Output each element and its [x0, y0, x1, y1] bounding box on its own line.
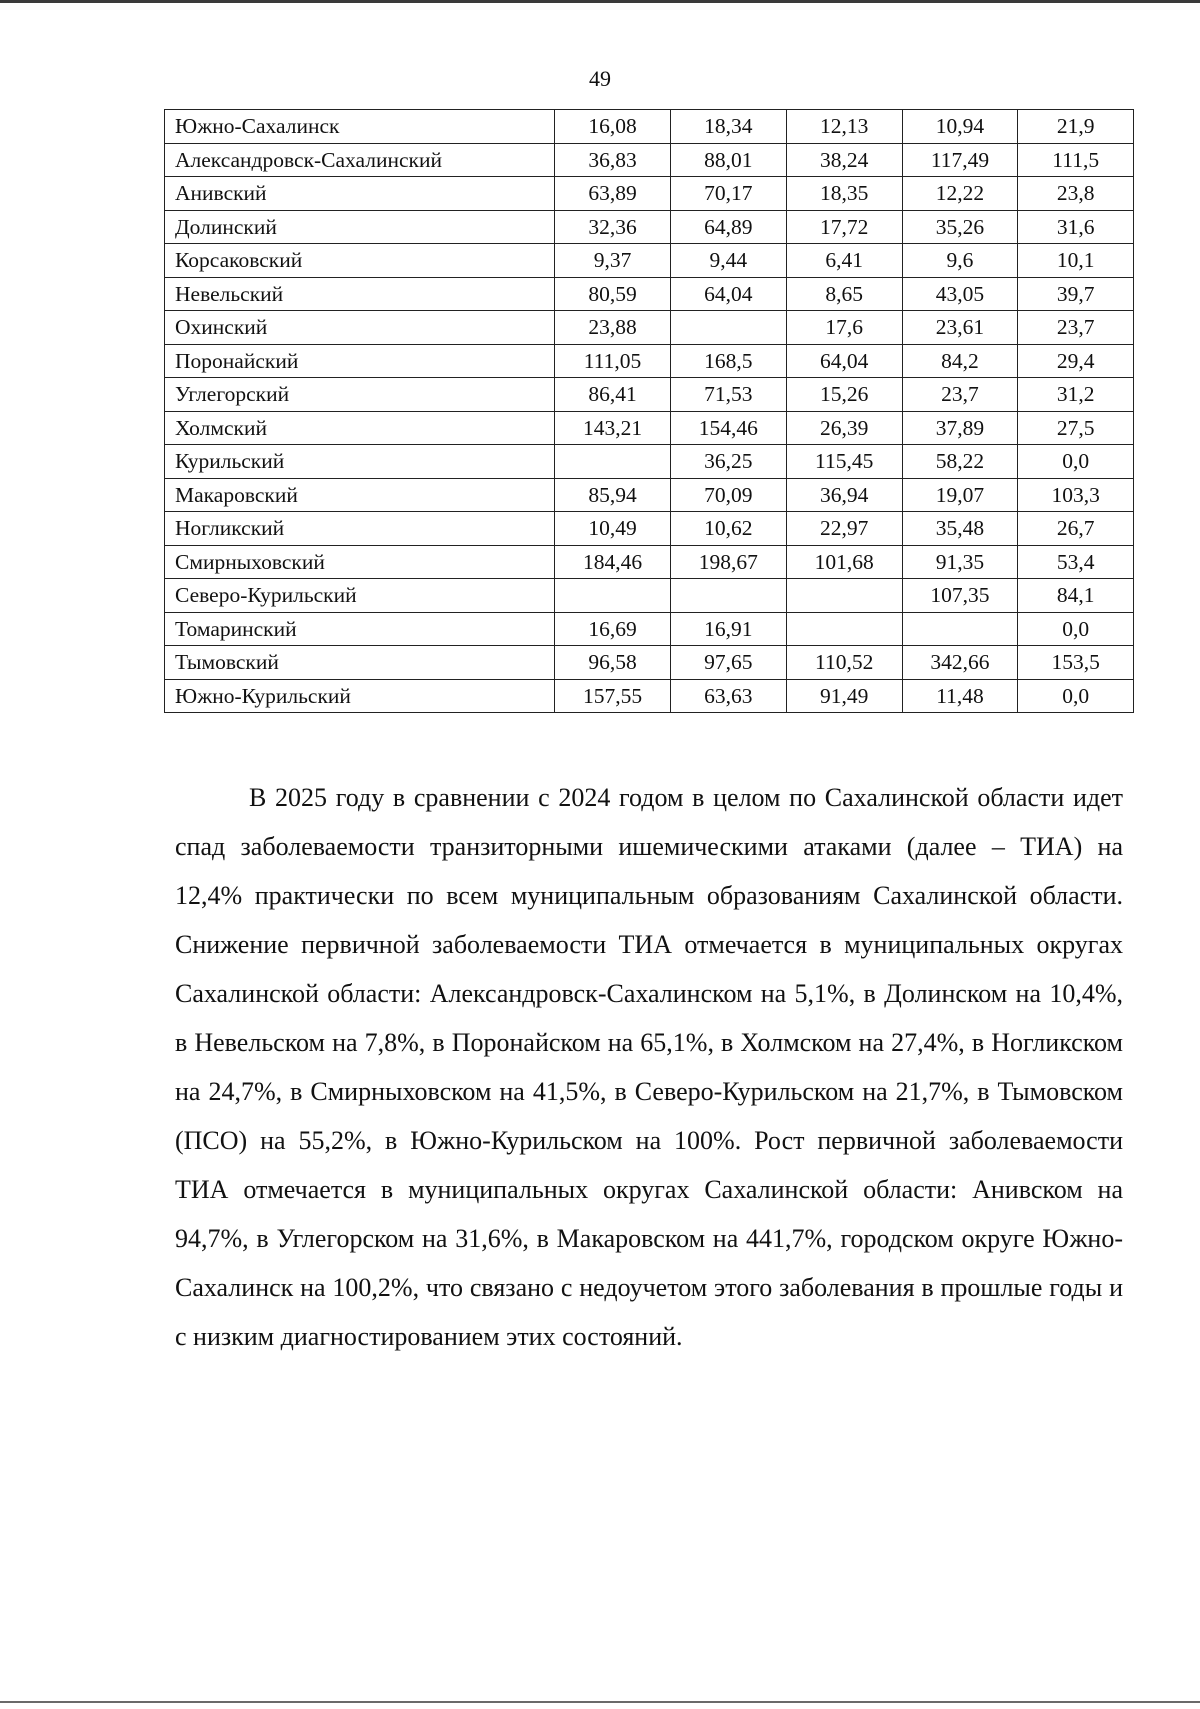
table-row: [165, 411, 1134, 445]
municipality-name: Курильский: [165, 445, 555, 479]
value-cell: 10,94: [902, 110, 1018, 144]
value-cell: 0,0: [1018, 612, 1134, 646]
value-cell: 36,94: [786, 478, 902, 512]
value-cell: 9,37: [555, 244, 671, 278]
value-cell: 29,4: [1018, 344, 1134, 378]
table-row: [165, 210, 1134, 244]
table-row: [165, 579, 1134, 613]
municipality-name: Холмский: [165, 411, 555, 445]
value-cell: 15,26: [786, 378, 902, 412]
value-cell: 27,5: [1018, 411, 1134, 445]
municipality-name: Макаровский: [165, 478, 555, 512]
value-cell: 157,55: [555, 679, 671, 713]
value-cell: 11,48: [902, 679, 1018, 713]
table-row: [165, 244, 1134, 278]
value-cell: 16,91: [670, 612, 786, 646]
value-cell: 16,69: [555, 612, 671, 646]
value-cell: 17,6: [786, 311, 902, 345]
value-cell: 153,5: [1018, 646, 1134, 680]
table-row: [165, 311, 1134, 345]
value-cell: 85,94: [555, 478, 671, 512]
value-cell: 6,41: [786, 244, 902, 278]
value-cell: 0,0: [1018, 445, 1134, 479]
value-cell: 26,7: [1018, 512, 1134, 546]
municipality-name: Ногликский: [165, 512, 555, 546]
value-cell: 70,17: [670, 177, 786, 211]
table-row: [165, 679, 1134, 713]
value-cell: 39,7: [1018, 277, 1134, 311]
value-cell: 43,05: [902, 277, 1018, 311]
value-cell: 36,83: [555, 143, 671, 177]
municipality-name: Южно-Курильский: [165, 679, 555, 713]
value-cell: 18,34: [670, 110, 786, 144]
value-cell: [902, 612, 1018, 646]
table-row: [165, 110, 1134, 144]
table-row: [165, 545, 1134, 579]
value-cell: 38,24: [786, 143, 902, 177]
value-cell: 23,7: [1018, 311, 1134, 345]
table-row: [165, 378, 1134, 412]
municipality-name: Долинский: [165, 210, 555, 244]
table-row: [165, 143, 1134, 177]
value-cell: 63,63: [670, 679, 786, 713]
value-cell: 35,48: [902, 512, 1018, 546]
incidence-table: [164, 109, 1134, 713]
value-cell: 19,07: [902, 478, 1018, 512]
value-cell: 88,01: [670, 143, 786, 177]
municipality-name: Охинский: [165, 311, 555, 345]
table-row: [165, 478, 1134, 512]
value-cell: 111,5: [1018, 143, 1134, 177]
value-cell: 10,1: [1018, 244, 1134, 278]
value-cell: 111,05: [555, 344, 671, 378]
value-cell: 70,09: [670, 478, 786, 512]
value-cell: [555, 579, 671, 613]
table-row: [165, 612, 1134, 646]
value-cell: 115,45: [786, 445, 902, 479]
table-row: [165, 344, 1134, 378]
value-cell: 342,66: [902, 646, 1018, 680]
value-cell: 64,89: [670, 210, 786, 244]
value-cell: 26,39: [786, 411, 902, 445]
value-cell: 101,68: [786, 545, 902, 579]
value-cell: 58,22: [902, 445, 1018, 479]
value-cell: 36,25: [670, 445, 786, 479]
table-row: [165, 277, 1134, 311]
value-cell: 97,65: [670, 646, 786, 680]
municipality-name: Поронайский: [165, 344, 555, 378]
municipality-name: Углегорский: [165, 378, 555, 412]
value-cell: 198,67: [670, 545, 786, 579]
body-paragraph: В 2025 году в сравнении с 2024 годом в целом по Сахалинской области идет спад заболеваемости транзиторными ишемическими атаками (далее – ТИА) на 12,4% практически по всем муниципальным образованиям Сахалинской области. Снижение первичной заболеваемости ТИА отмечается в муниципальных округах Сахалинской области: Александровск-Сахалинском на 5,1%, в Долинском на 10,4%, в Невельском на 7,8%, в Поронайском на 65,1%, в Холмском на 27,4%, в Ногликском на 24,7%, в Смирныховском на 41,5%, в Северо-Курильском на 21,7%, в Тымовском (ПСО) на 55,2%, в Южно-Курильском на 100%. Рост первичной заболеваемости ТИА отмечается в муниципальных округах Сахалинской области: Анивском на 94,7%, в Углегорском на 31,6%, в Макаровском на 441,7%, городском округе Южно-Сахалинск на 100,2%, что связано с недоучетом этого заболевания в прошлые годы и с низким диагностированием этих состояний.: [175, 783, 1123, 1351]
municipality-name: Северо-Курильский: [165, 579, 555, 613]
value-cell: 168,5: [670, 344, 786, 378]
municipality-name: Анивский: [165, 177, 555, 211]
value-cell: 23,7: [902, 378, 1018, 412]
body-text: [175, 773, 1123, 1361]
value-cell: 96,58: [555, 646, 671, 680]
value-cell: 84,1: [1018, 579, 1134, 613]
table-row: [165, 177, 1134, 211]
value-cell: 12,13: [786, 110, 902, 144]
value-cell: 17,72: [786, 210, 902, 244]
value-cell: 154,46: [670, 411, 786, 445]
page-top-edge: [0, 0, 1200, 3]
value-cell: 21,9: [1018, 110, 1134, 144]
value-cell: 143,21: [555, 411, 671, 445]
value-cell: 12,22: [902, 177, 1018, 211]
municipality-name: Корсаковский: [165, 244, 555, 278]
value-cell: 184,46: [555, 545, 671, 579]
value-cell: 16,08: [555, 110, 671, 144]
municipality-name: Тымовский: [165, 646, 555, 680]
value-cell: [670, 579, 786, 613]
municipality-name: Александровск-Сахалинский: [165, 143, 555, 177]
value-cell: 23,61: [902, 311, 1018, 345]
value-cell: 23,88: [555, 311, 671, 345]
value-cell: 103,3: [1018, 478, 1134, 512]
value-cell: [786, 612, 902, 646]
value-cell: 80,59: [555, 277, 671, 311]
municipality-name: Томаринский: [165, 612, 555, 646]
value-cell: 91,35: [902, 545, 1018, 579]
table-row: [165, 646, 1134, 680]
table-row: [165, 512, 1134, 546]
value-cell: 31,6: [1018, 210, 1134, 244]
value-cell: [670, 311, 786, 345]
value-cell: 10,49: [555, 512, 671, 546]
table-body: [165, 110, 1134, 713]
value-cell: 9,6: [902, 244, 1018, 278]
page-bottom-edge: [0, 1701, 1200, 1703]
municipality-name: Смирныховский: [165, 545, 555, 579]
value-cell: 37,89: [902, 411, 1018, 445]
value-cell: 107,35: [902, 579, 1018, 613]
value-cell: [555, 445, 671, 479]
value-cell: 64,04: [670, 277, 786, 311]
value-cell: 31,2: [1018, 378, 1134, 412]
value-cell: 110,52: [786, 646, 902, 680]
value-cell: 0,0: [1018, 679, 1134, 713]
value-cell: 8,65: [786, 277, 902, 311]
value-cell: 84,2: [902, 344, 1018, 378]
value-cell: 32,36: [555, 210, 671, 244]
value-cell: 10,62: [670, 512, 786, 546]
value-cell: 9,44: [670, 244, 786, 278]
value-cell: 117,49: [902, 143, 1018, 177]
value-cell: 22,97: [786, 512, 902, 546]
value-cell: 64,04: [786, 344, 902, 378]
value-cell: 23,8: [1018, 177, 1134, 211]
page-number: 49: [589, 66, 611, 91]
value-cell: 91,49: [786, 679, 902, 713]
municipality-name: Невельский: [165, 277, 555, 311]
value-cell: 53,4: [1018, 545, 1134, 579]
value-cell: [786, 579, 902, 613]
value-cell: 86,41: [555, 378, 671, 412]
value-cell: 18,35: [786, 177, 902, 211]
value-cell: 35,26: [902, 210, 1018, 244]
value-cell: 63,89: [555, 177, 671, 211]
value-cell: 71,53: [670, 378, 786, 412]
table-row: [165, 445, 1134, 479]
municipality-name: Южно-Сахалинск: [165, 110, 555, 144]
